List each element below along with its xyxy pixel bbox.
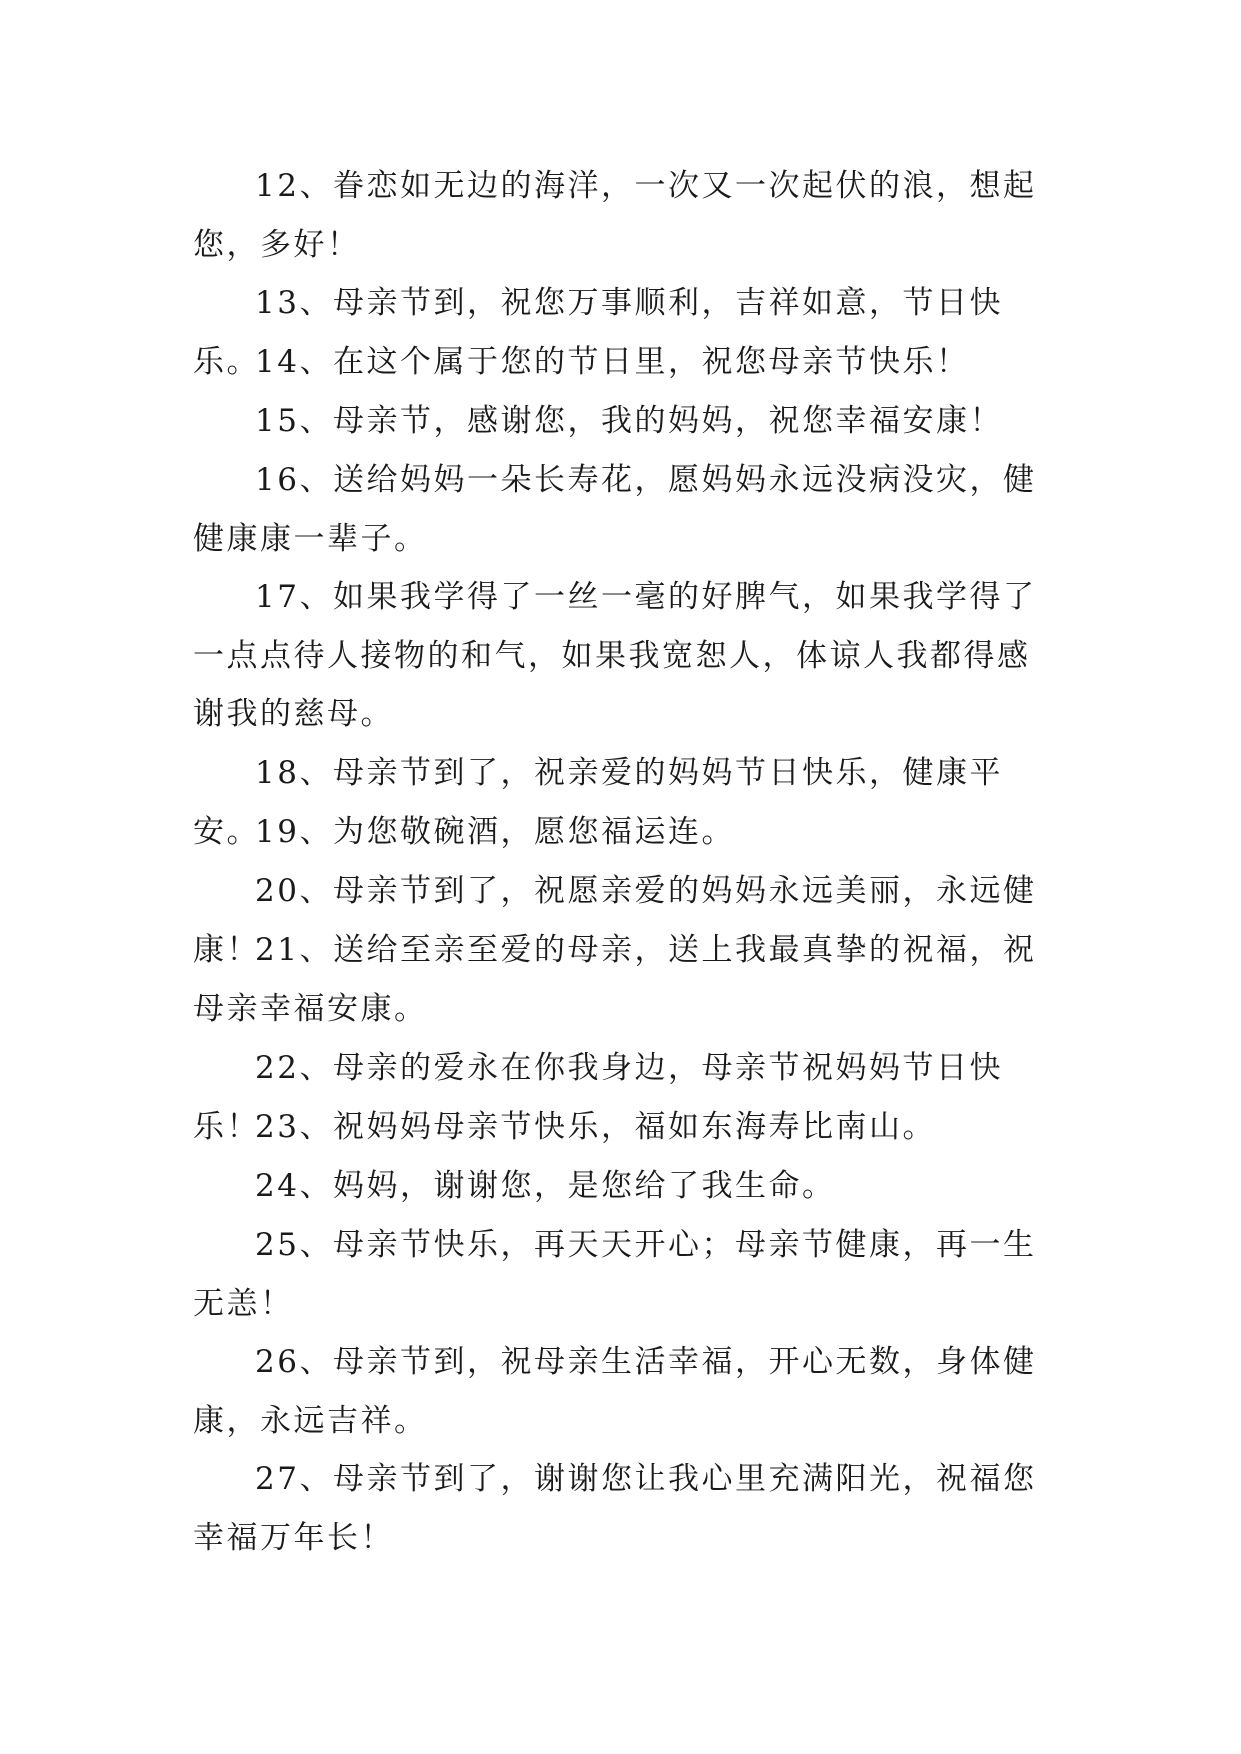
paragraph-23: 23、祝妈妈母亲节快乐，福如东海寿比南山。 <box>255 1109 936 1145</box>
paragraph-25: 25、母亲节快乐，再天天开心；母亲节健康，再一生无恙！ <box>193 1227 1037 1322</box>
paragraph-12: 12、眷恋如无边的海洋，一次又一次起伏的浪，想起您，多好！ <box>193 168 1037 263</box>
paragraph-18: 18、母亲节到了，祝亲爱的妈妈节日快乐，健康平安。 <box>193 755 1003 850</box>
paragraph-13: 13、母亲节到，祝您万事顺利，吉祥如意，节日快乐。 <box>193 285 1003 380</box>
paragraph-16: 16、送给妈妈一朵长寿花，愿妈妈永远没病没灾，健健康康一辈子。 <box>193 462 1037 557</box>
paragraph-26: 26、母亲节到，祝母亲生活幸福，开心无数，身体健康，永远吉祥。 <box>193 1344 1037 1439</box>
paragraph-14: 14、在这个属于您的节日里，祝您母亲节快乐！ <box>255 344 970 380</box>
paragraph-19: 19、为您敬碗酒，愿您福运连。 <box>255 814 735 850</box>
paragraph-24: 24、妈妈，谢谢您，是您给了我生命。 <box>255 1168 836 1204</box>
paragraph-21: 21、送给至亲至爱的母亲，送上我最真挚的祝福，祝母亲幸福安康。 <box>193 932 1037 1027</box>
paragraph-22: 22、母亲的爱永在你我身边，母亲节祝妈妈节日快乐！ <box>193 1050 1003 1145</box>
paragraph-15: 15、母亲节，感谢您，我的妈妈，祝您幸福安康！ <box>255 403 1003 439</box>
paragraph-20: 20、母亲节到了，祝愿亲爱的妈妈永远美丽，永远健康！ <box>193 873 1037 968</box>
paragraph-27: 27、母亲节到了，谢谢您让我心里充满阳光，祝福您幸福万年长！ <box>193 1461 1037 1556</box>
paragraph-17: 17、如果我学得了一丝一毫的好脾气，如果我学得了一点点待人接物的和气，如果我宽恕人，体谅人我都得感谢我的慈母。 <box>193 579 1037 733</box>
